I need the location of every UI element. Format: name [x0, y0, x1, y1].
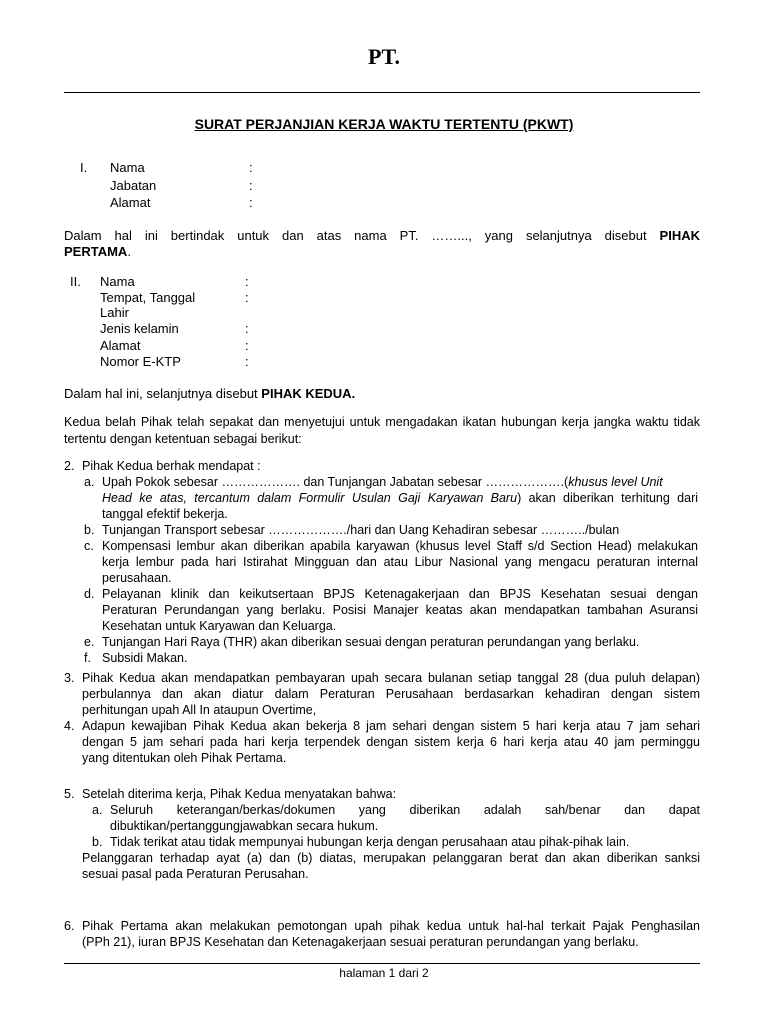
clause2-f-mark: f.	[84, 651, 91, 665]
clause5-note-line: Pelanggaran terhadap ayat (a) dan (b) diatas, merupakan pelanggaran berat dan akan diberikan sanksi	[82, 851, 700, 865]
clause5-b-line: Tidak terikat atau tidak mempunyai hubungan kerja dengan perusahaan atau pihak-pihak lain.	[110, 835, 630, 849]
clause2-f-line: Subsidi Makan.	[102, 651, 188, 665]
clause2-a-line: Head ke atas, tercantum dalam Formulir Usulan Gaji Karyawan Baru) akan diberikan terhitung dari	[102, 491, 699, 505]
clause2-number: 2.	[64, 459, 75, 473]
party2-colon: :	[245, 290, 249, 305]
clause5-a-mark: a.	[92, 803, 103, 817]
clause2-d-mark: d.	[84, 587, 95, 601]
footer-rule	[64, 963, 700, 964]
company-name: PT.	[368, 44, 400, 69]
clause2-d-line: Peraturan Perundangan yang berlaku. Posisi Manajer keatas akan mendapatkan tambahan Asuransi	[102, 603, 698, 617]
party1-statement-end: PERTAMA.	[64, 244, 131, 259]
clause2-c-mark: c.	[84, 539, 94, 553]
clause5-a-line: Seluruh keterangan/berkas/dokumen yang diberikan adalah sah/benar dan dapat	[110, 803, 700, 817]
clause4-line: Adapun kewajiban Pihak Kedua akan bekerja 8 jam sehari dengan sistem 5 hari kerja atau 7 jam sehari	[82, 719, 700, 733]
party2-number: II.	[70, 274, 81, 289]
header-rule	[64, 92, 700, 93]
intro-line: tertentu dengan ketentuan sebagai berikut:	[64, 432, 302, 446]
party2-field-birth-cont: Lahir	[100, 305, 129, 320]
party2-field-gender: Jenis kelamin	[100, 321, 179, 336]
party2-field-address: Alamat	[100, 338, 141, 353]
party1-field-name: Nama	[110, 160, 145, 175]
party2-field-name: Nama	[100, 274, 135, 289]
clause5-a-line: dibuktikan/pertanggungjawabkan secara hukum.	[110, 819, 379, 833]
clause6-line: (PPh 21), iuran BPJS Kesehatan dan Ketenagakerjaan sesuai peraturan perundangan yang berlaku.	[82, 935, 639, 949]
clause2-a-line: tanggal efektif bekerja.	[102, 507, 228, 521]
clause4-line: dengan 5 jam sehari pada hari kerja terpendek dengan sistem kerja 6 hari kerja atau 40 jam perminggu	[82, 735, 700, 749]
party1-number: I.	[80, 160, 88, 175]
clause5-note-line: sesuai pasal pada Peraturan Perusahan.	[82, 867, 309, 881]
clause6-number: 6.	[64, 919, 75, 933]
clause2-a-mark: a.	[84, 475, 95, 489]
party2-colon: :	[245, 321, 249, 336]
party1-colon: :	[249, 160, 253, 175]
clause2-a-line: Upah Pokok sebesar ………………. dan Tunjangan Jabatan sebesar ……………….(khusus level Unit	[102, 475, 663, 489]
party2-colon: :	[245, 274, 249, 289]
clause5-b-mark: b.	[92, 835, 103, 849]
clause3-line: perbulannya dan akan diatur dalam Peraturan Perusahaan berdasarkan kehadiran dengan sistem	[82, 687, 700, 701]
document-title: SURAT PERJANJIAN KERJA WAKTU TERTENTU (PKWT)	[194, 116, 574, 132]
clause2-c-line: Kompensasi lembur akan diberikan apabila karyawan (khusus level Staff s/d Section Head) melakukan	[102, 539, 698, 553]
party1-statement: Dalam hal ini bertindak untuk dan atas nama PT. ……..., yang selanjutnya disebut PIHAK	[64, 228, 700, 243]
clause2-e-line: Tunjangan Hari Raya (THR) akan diberikan sesuai dengan peraturan perundangan yang berlaku.	[102, 635, 640, 649]
clause2-c-line: perusahaan.	[102, 571, 172, 585]
party2-statement: Dalam hal ini, selanjutnya disebut PIHAK KEDUA.	[64, 386, 356, 401]
party1-colon: :	[249, 178, 253, 193]
party1-field-address: Alamat	[110, 195, 151, 210]
clause6-line: Pihak Pertama akan melakukan pemotongan upah pihak kedua untuk hal-hal terkait Pajak Penghasilan	[82, 919, 700, 933]
party2-field-ektp: Nomor E-KTP	[100, 354, 181, 369]
clause2-e-mark: e.	[84, 635, 95, 649]
clause3-line: Pihak Kedua akan mendapatkan pembayaran upah secara bulanan setiap tanggal 28 (dua puluh delapan)	[82, 671, 700, 685]
clause2-d-line: Pelayanan klinik dan keikutsertaan BPJS Ketenagakerjaan dan BPJS Kesehatan sesuai dengan	[102, 587, 698, 601]
party1-field-position: Jabatan	[110, 178, 157, 193]
clause2-title: Pihak Kedua berhak mendapat :	[82, 459, 261, 473]
intro-line: Kedua belah Pihak telah sepakat dan menyetujui untuk mengadakan ikatan hubungan kerja jangka waktu tidak	[64, 415, 700, 429]
clause5-title: Setelah diterima kerja, Pihak Kedua menyatakan bahwa:	[82, 787, 397, 801]
clause2-b-line: Tunjangan Transport sebesar ………………./hari dan Uang Kehadiran sebesar ………../bulan	[102, 523, 620, 537]
party2-field-birth: Tempat, Tanggal	[100, 290, 196, 305]
clause3-number: 3.	[64, 671, 75, 685]
clause4-number: 4.	[64, 719, 75, 733]
clause4-line: yang ditentukan oleh Pihak Pertama.	[82, 751, 287, 765]
clause2-d-line: Kesehatan untuk Karyawan dan Keluarga.	[102, 619, 337, 633]
clause2-c-line: kerja lembur pada hari Istirahat Mingguan dan atau Libur Nasional yang mengacu peraturan internal	[102, 555, 698, 569]
clause2-b-mark: b.	[84, 523, 95, 537]
page-number: halaman 1 dari 2	[339, 966, 429, 980]
party2-colon: :	[245, 354, 249, 369]
party1-colon: :	[249, 195, 253, 210]
clause3-line: perhitungan upah All In ataupun Overtime,	[82, 703, 317, 717]
party2-colon: :	[245, 338, 249, 353]
clause5-number: 5.	[64, 787, 75, 801]
